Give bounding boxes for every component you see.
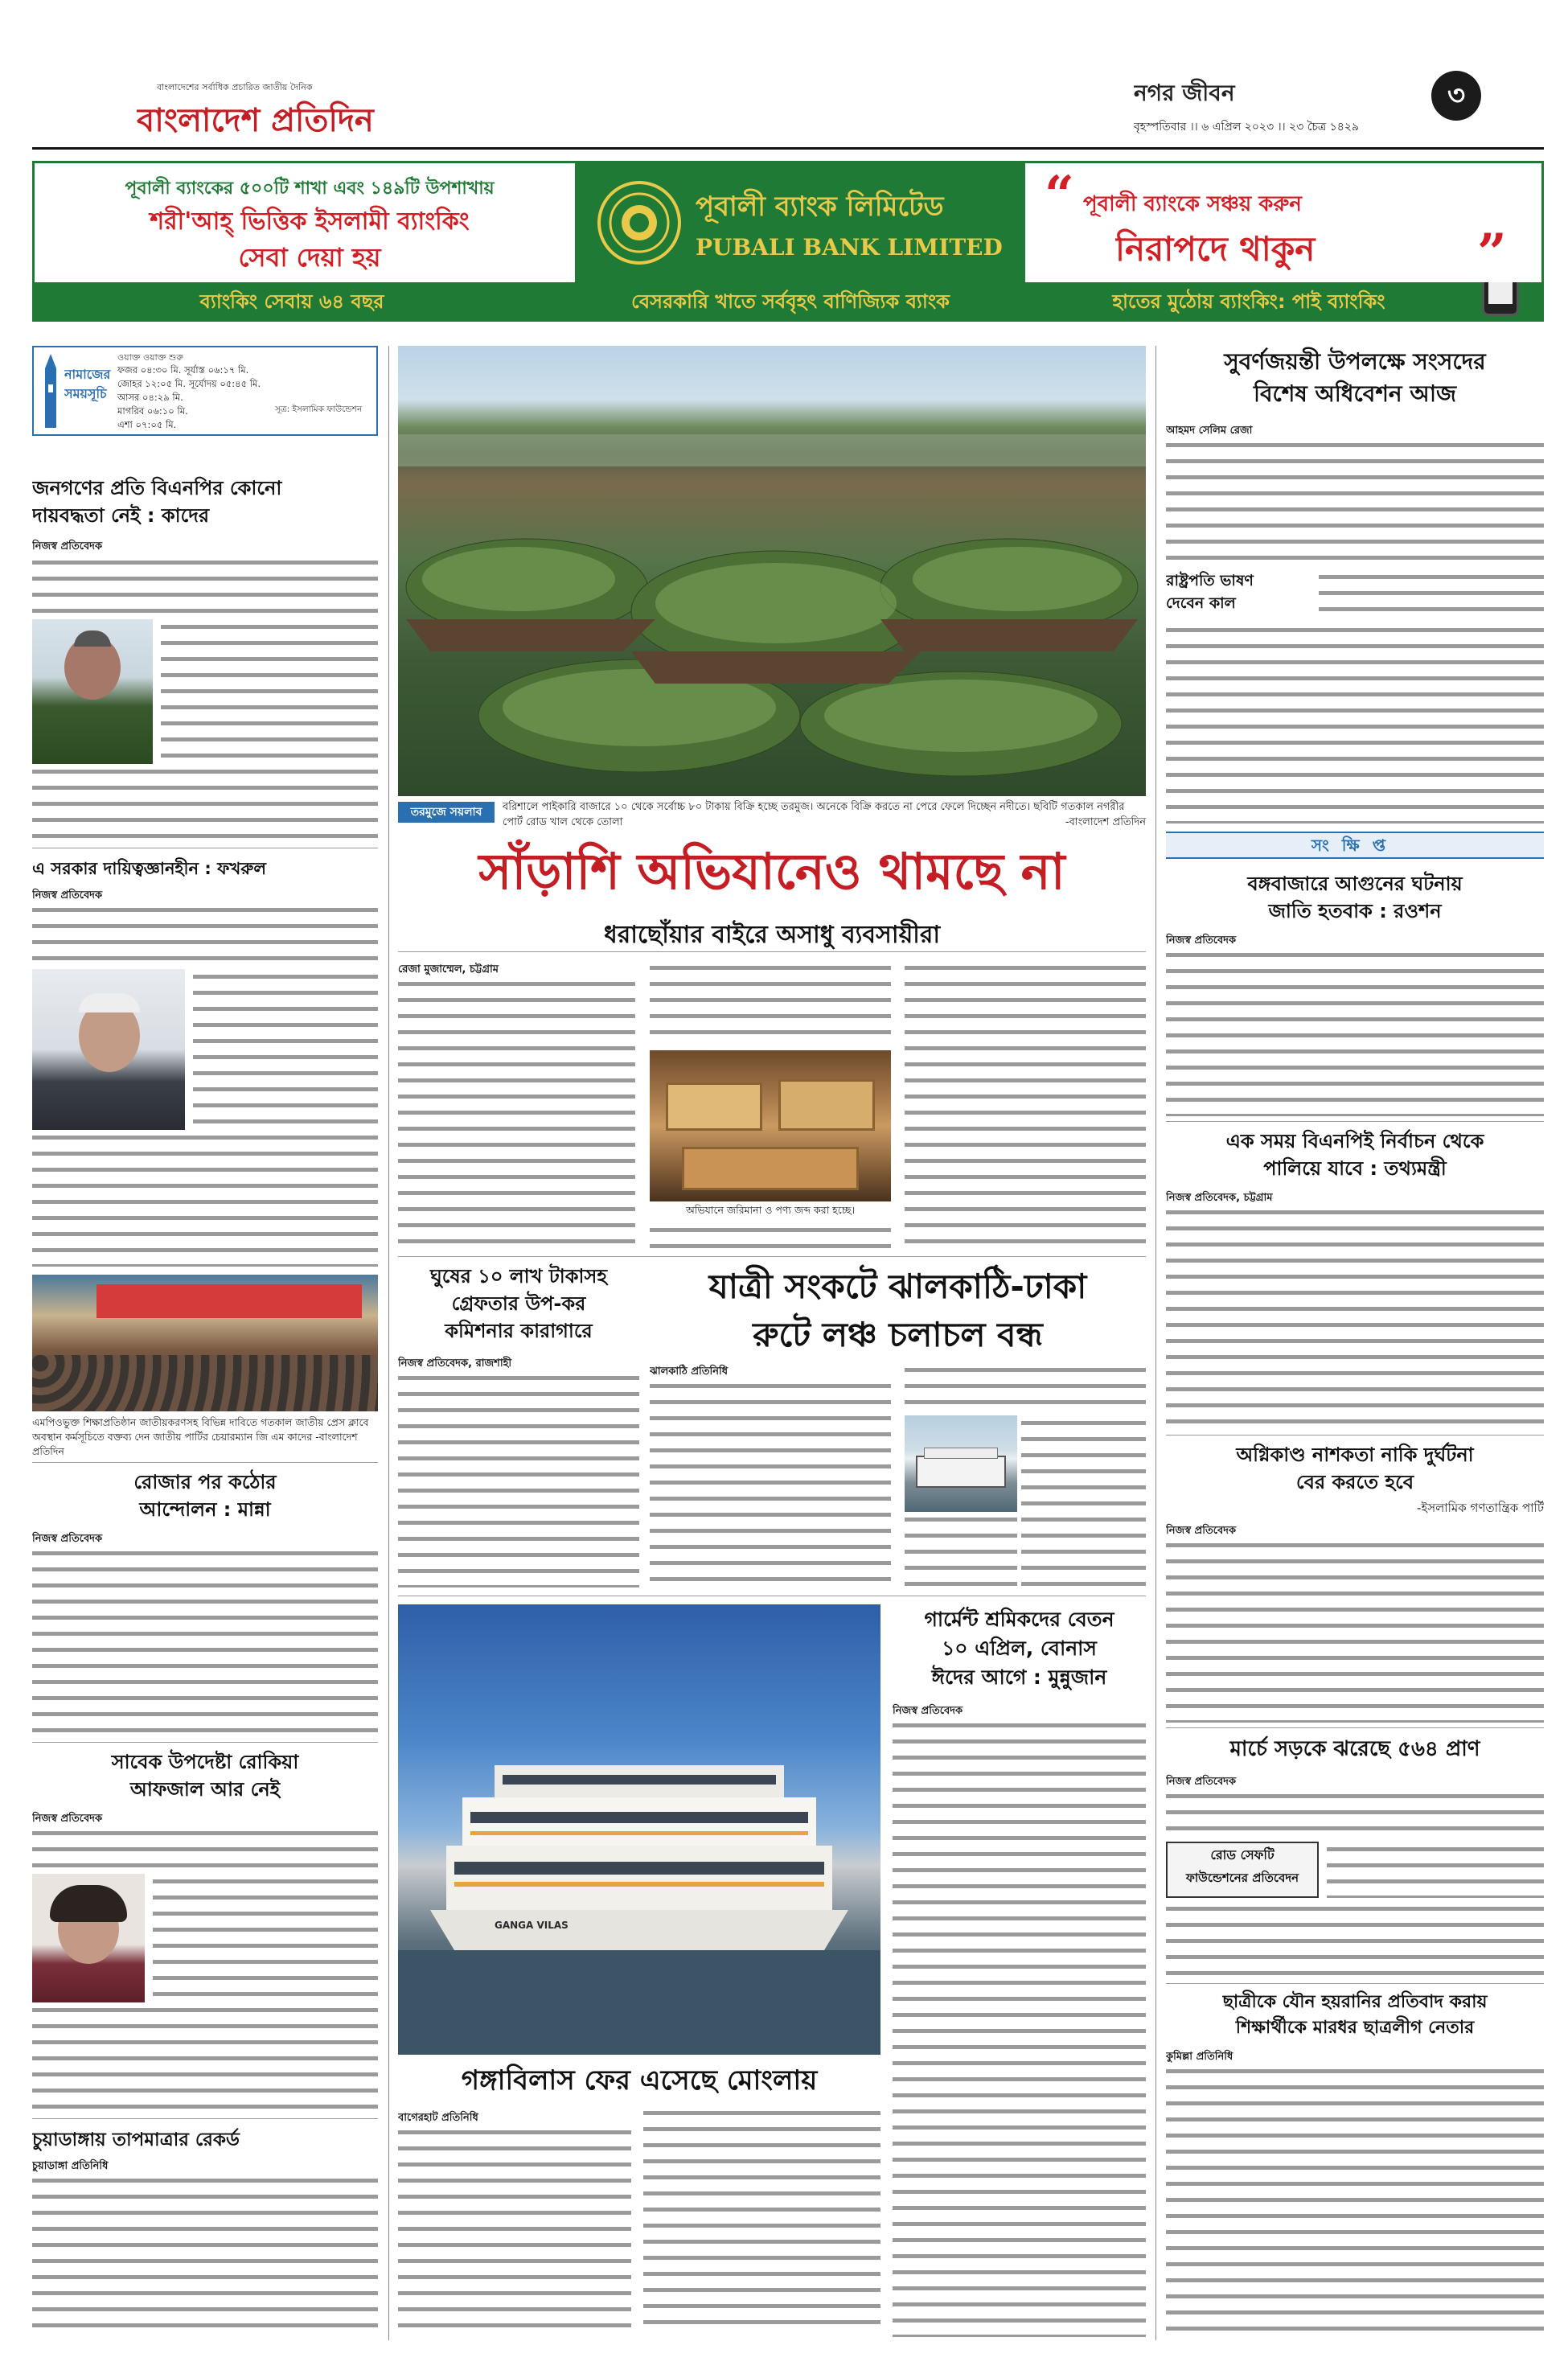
- ad-left-line3: সেবা দেয়া হয়: [238, 242, 381, 273]
- byline: নিজস্ব প্রতিবেদক: [32, 1813, 103, 1825]
- prayer-row: এশা ০৭:০৫ মি.: [117, 419, 177, 430]
- ad-left-line2: শরী'আহ্ ভিত্তিক ইসলামী ব্যাংকিং: [150, 207, 470, 236]
- ship-illustration: [398, 1604, 880, 2055]
- headline-arson: অগ্নিকাণ্ড নাশকতা নাকি দুর্ঘটনা বের করতে হবে: [1236, 1444, 1474, 1493]
- newspaper-logo: বাংলাদেশ প্রতিদিন: [137, 102, 374, 139]
- launch-terminal-photo: [905, 1415, 1017, 1512]
- prayer-row: জোহর ১২:০৫ মি. সূর্যোদয় ০৫:৪৫ মি.: [117, 378, 261, 389]
- headline-ganga: গঙ্গাবিলাস ফের এসেছে মোংলায়: [461, 2064, 818, 2097]
- quote-open-icon: “: [1045, 170, 1074, 221]
- bakery-raid-photo: [650, 1050, 891, 1201]
- prayer-row: মাগরিব ০৬:১০ মি.: [117, 405, 188, 417]
- bank-name-en: PUBALI BANK LIMITED: [696, 234, 1003, 261]
- bank-name-bn: পূবালী ব্যাংক লিমিটেড: [696, 191, 944, 223]
- brief-section-label: সংক্ষিপ্ত: [1166, 832, 1544, 859]
- pubali-bank-ad: [32, 161, 1544, 322]
- byline: নিজস্ব প্রতিবেদক: [32, 540, 103, 552]
- arson-subhead: -ইসলামিক গণতান্ত্রিক পার্টি: [1416, 1501, 1544, 1515]
- ad-left-line1: পূবালী ব্যাংকের ৫০০টি শাখা এবং ১৪৯টি উপশাখায়: [125, 179, 495, 199]
- quader-photo: [32, 619, 153, 764]
- headline-fakhrul: এ সরকার দায়িত্বজ্ঞানহীন : ফখরুল: [32, 859, 267, 878]
- ad-strip-item: ব্যাংকিং সেবায় ৬৪ বছর: [199, 290, 384, 313]
- masthead-tagline: বাংলাদেশের সর্বাধিক প্রচারিত জাতীয় দৈনিক: [157, 82, 313, 92]
- prayer-label: নামাজের সময়সূচি: [64, 367, 111, 401]
- prayer-row: আসর ০৪:২৯ মি.: [117, 392, 183, 403]
- prayer-times-box: [32, 346, 378, 436]
- watermelon-boats-photo: [398, 346, 1146, 796]
- mosque-icon: [39, 352, 63, 429]
- photo-caption: বরিশালে পাইকারি বাজারে ১০ থেকে সর্বোচ্চ ৮০ টাকায় বিক্রি হচ্ছে তরমুজ। অনেকে বিক্রি করতে না পেরে ফেলে দিচ্ছেন নদীতে। ছবিটি গতকাল নগরীর পোর্ট রোড খাল থেকে তোলা: [503, 801, 1125, 828]
- byline: নিজস্ব প্রতিবেদক: [32, 1533, 103, 1545]
- section-name: নগর জীবন: [1134, 80, 1235, 106]
- headline-quader: জনগণের প্রতি বিএনপির কোনো দায়বদ্ধতা নেই : কাদের: [32, 477, 282, 527]
- ganga-byline: বাগেরহাট প্রতিনিধি: [398, 2112, 478, 2124]
- rokia-photo: [32, 1874, 145, 2002]
- byline: নিজস্ব প্রতিবেদক: [1166, 934, 1237, 947]
- byline: কুমিল্লা প্রতিনিধি: [1166, 2051, 1233, 2063]
- mobile-phone-icon: [1482, 282, 1519, 316]
- protest-photo: [32, 1275, 378, 1411]
- ad-right-line1: পূবালী ব্যাংকে সঞ্চয় করুন: [1083, 192, 1302, 216]
- ship-name-label: GANGA VILAS: [495, 1920, 569, 1931]
- protest-photo-caption: এমপিওভুক্ত শিক্ষাপ্রতিষ্ঠান জাতীয়করণসহ বিভিন্ন দাবিতে গতকাল জাতীয় প্রেস ক্লাবে অবস্থান কর্মসূচিতে বক্তব্য দেন জাতীয় পার্টির চেয়ারম্যান জি এম কাদের -বাংলাদেশ প্রতিদিন: [32, 1416, 369, 1457]
- headline-chuadanga: চুয়াডাঙ্গায় তাপমাত্রার রেকর্ড: [32, 2130, 240, 2150]
- lead-subheadline: ধরাছোঁয়ার বাইরে অসাধু ব্যবসায়ীরা: [603, 921, 941, 949]
- ad-strip-item: হাতের মুঠোয় ব্যাংকিং: পাই ব্যাংকিং: [1112, 290, 1385, 313]
- bribe-byline: নিজস্ব প্রতিবেদক, রাজশাহী: [398, 1357, 512, 1370]
- bank-emblem-icon: [597, 181, 681, 265]
- issue-date: বৃহস্পতিবার ।। ৬ এপ্রিল ২০২৩ ।। ২৩ চৈত্র ১৪২৯: [1134, 121, 1360, 133]
- headline-parliament: সুবর্ণজয়ন্তী উপলক্ষে সংসদের বিশেষ অধিবেশন আজ: [1224, 348, 1486, 407]
- photo-tag: তরমুজে সয়লাব: [398, 802, 495, 823]
- bank-logo-panel: [575, 163, 1025, 282]
- byline: নিজস্ব প্রতিবেদক, চট্টগ্রাম: [1166, 1192, 1273, 1204]
- byline: আহমদ সেলিম রেজা: [1166, 425, 1253, 437]
- headline-harassment: ছাত্রীকে যৌন হয়রানির প্রতিবাদ করায় শিক্ষার্থীকে মারধর ছাত্রলীগ নেতার: [1222, 1992, 1488, 2038]
- launch-byline: ঝালকাঠি প্রতিনিধি: [650, 1366, 729, 1378]
- headline-bribe: ঘুষের ১০ লাখ টাকাসহ গ্রেফতার উপ-কর কমিশনার কারাগারে: [429, 1265, 607, 1342]
- headline-information-minister: এক সময় বিএনপিই নির্বাচন থেকে পালিয়ে যাবে : তথ্যমন্ত্রী: [1225, 1130, 1484, 1180]
- photo-illustration: [398, 346, 1146, 796]
- fakhrul-photo: [32, 969, 185, 1130]
- byline: চুয়াডাঙ্গা প্রতিনিধি: [32, 2160, 109, 2172]
- ganga-vilas-photo: [398, 1604, 880, 2055]
- pull-quote-president: রাষ্ট্রপতি ভাষণ দেবেন কাল: [1166, 572, 1254, 612]
- page-number-badge: [1431, 71, 1481, 121]
- photo-credit: -বাংলাদেশ প্রতিদিন: [1065, 816, 1146, 828]
- lead-byline: রেজা মুজাম্মেল, চট্টগ্রাম: [398, 963, 499, 975]
- headline-launch: যাত্রী সংকটে ঝালকাঠি-ঢাকা রুটে লঞ্চ চলাচল বন্ধ: [708, 1267, 1087, 1354]
- ad-strip-item: বেসরকারি খাতে সর্ববৃহৎ বাণিজ্যিক ব্যাংক: [631, 290, 950, 313]
- road-safety-box: রোড সেফটি ফাউন্ডেশনের প্রতিবেদন: [1166, 1842, 1319, 1898]
- headline-road-deaths: মার্চে সড়কে ঝরেছে ৫৬৪ প্রাণ: [1229, 1737, 1480, 1761]
- ad-right-line2: নিরাপদে থাকুন: [1115, 229, 1316, 269]
- byline: নিজস্ব প্রতিবেদক: [1166, 1525, 1237, 1537]
- byline: নিজস্ব প্রতিবেদক: [1166, 1776, 1237, 1788]
- lead-headline: সাঁড়াশি অভিযানেও থামছে না: [478, 842, 1065, 901]
- bakery-raid-caption: অভিযানে জরিমানা ও পণ্য জব্দ করা হচ্ছে।: [685, 1204, 856, 1216]
- masthead: [32, 56, 1544, 145]
- headline-roushan: বঙ্গবাজারে আগুনের ঘটনায় জাতি হতবাক : রওশন: [1247, 873, 1463, 922]
- headline-rokia: সাবেক উপদেষ্টা রোকিয়া আফজাল আর নেই: [111, 1751, 299, 1801]
- garments-byline: নিজস্ব প্রতিবেদক: [893, 1705, 963, 1717]
- prayer-row: ফজর ০৪:৩০ মি. সূর্যাস্ত ০৬:১৭ মি.: [117, 364, 249, 376]
- page-number: ৩: [1447, 80, 1466, 112]
- headline-manna: রোজার পর কঠোর আন্দোলন : মান্না: [133, 1471, 277, 1521]
- prayer-source: সূত্র: ইসলামিক ফাউন্ডেশন: [275, 405, 363, 414]
- byline: নিজস্ব প্রতিবেদক: [32, 889, 103, 902]
- ad-strip: [35, 282, 1541, 319]
- quote-close-icon: ”: [1477, 228, 1507, 279]
- prayer-header: ওয়াক্ত ওয়াক্ত শুরু: [117, 352, 183, 363]
- prayer-rows: [117, 363, 375, 432]
- headline-garments: গার্মেন্ট শ্রমিকদের বেতন ১০ এপ্রিল, বোনাস ঈদের আগে : মুন্নুজান: [924, 1608, 1114, 1689]
